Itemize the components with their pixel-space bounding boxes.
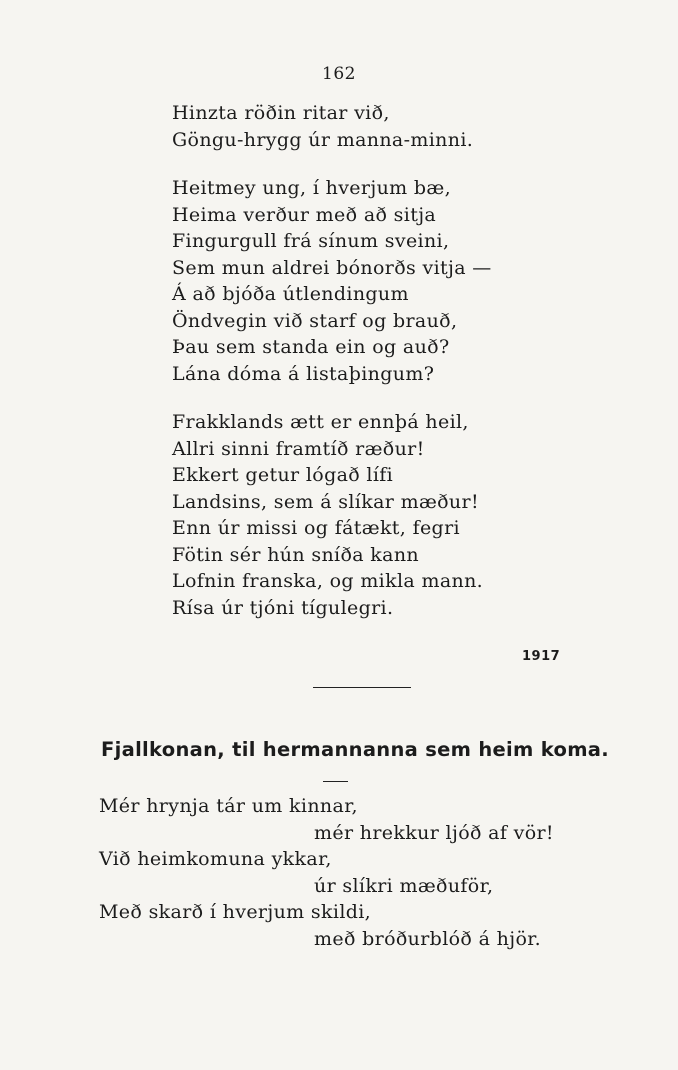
poem-line: Öndvegin við starf og brauð, bbox=[172, 309, 458, 332]
poem-line: Lofnin franska, og mikla mann. bbox=[172, 570, 484, 592]
poem-year: 1917 bbox=[522, 649, 561, 664]
poem-line: Hinzta röðin ritar við, bbox=[172, 102, 390, 124]
poem-line-indented: úr slíkri mæðuför, bbox=[314, 874, 494, 897]
poem-line: Lána dóma á listaþingum? bbox=[172, 362, 435, 385]
poem-line: Þau sem standa ein og auð? bbox=[172, 336, 450, 358]
poem-line: Ekkert getur lógað lífi bbox=[172, 464, 394, 486]
poem-line: Enn úr missi og fátækt, fegri bbox=[172, 517, 460, 539]
poem-line: Landsins, sem á slíkar mæður! bbox=[172, 490, 479, 513]
poem-line: Með skarð í hverjum skildi, bbox=[99, 901, 372, 923]
poem-line: Á að bjóða útlendingum bbox=[172, 283, 409, 305]
poem-line: Fingurgull frá sínum sveini, bbox=[172, 230, 450, 252]
poem-line: Fötin sér hún sníða kann bbox=[172, 543, 420, 566]
poem-line: Við heimkomuna ykkar, bbox=[99, 848, 332, 870]
poem-line: Allri sinni framtíð ræður! bbox=[172, 437, 425, 460]
poem-line: Frakklands ætt er ennþá heil, bbox=[172, 411, 469, 433]
poem-line: Heitmey ung, í hverjum bæ, bbox=[172, 177, 452, 199]
poem-body-2 bbox=[0, 793, 678, 952]
title-divider bbox=[323, 781, 348, 782]
stanza bbox=[172, 409, 612, 621]
stanza bbox=[172, 175, 612, 387]
poem-line: Rísa úr tjóni tígulegri. bbox=[172, 596, 394, 619]
poem-body bbox=[172, 100, 612, 621]
section-divider bbox=[313, 687, 411, 688]
stanza bbox=[172, 100, 612, 153]
poem-line: Göngu-hrygg úr manna-minni. bbox=[172, 128, 474, 151]
poem-line: Mér hrynja tár um kinnar, bbox=[99, 795, 358, 817]
poem-line-indented: með bróðurblóð á hjör. bbox=[314, 927, 542, 950]
poem-line: Heima verður með að sitja bbox=[172, 203, 437, 226]
page-number: 162 bbox=[322, 64, 356, 84]
poem-title: Fjallkonan, til hermannanna sem heim koma. bbox=[101, 738, 609, 761]
poem-line-indented: mér hrekkur ljóð af vör! bbox=[314, 821, 554, 844]
poem-line: Sem mun aldrei bónorðs vitja — bbox=[172, 256, 492, 279]
